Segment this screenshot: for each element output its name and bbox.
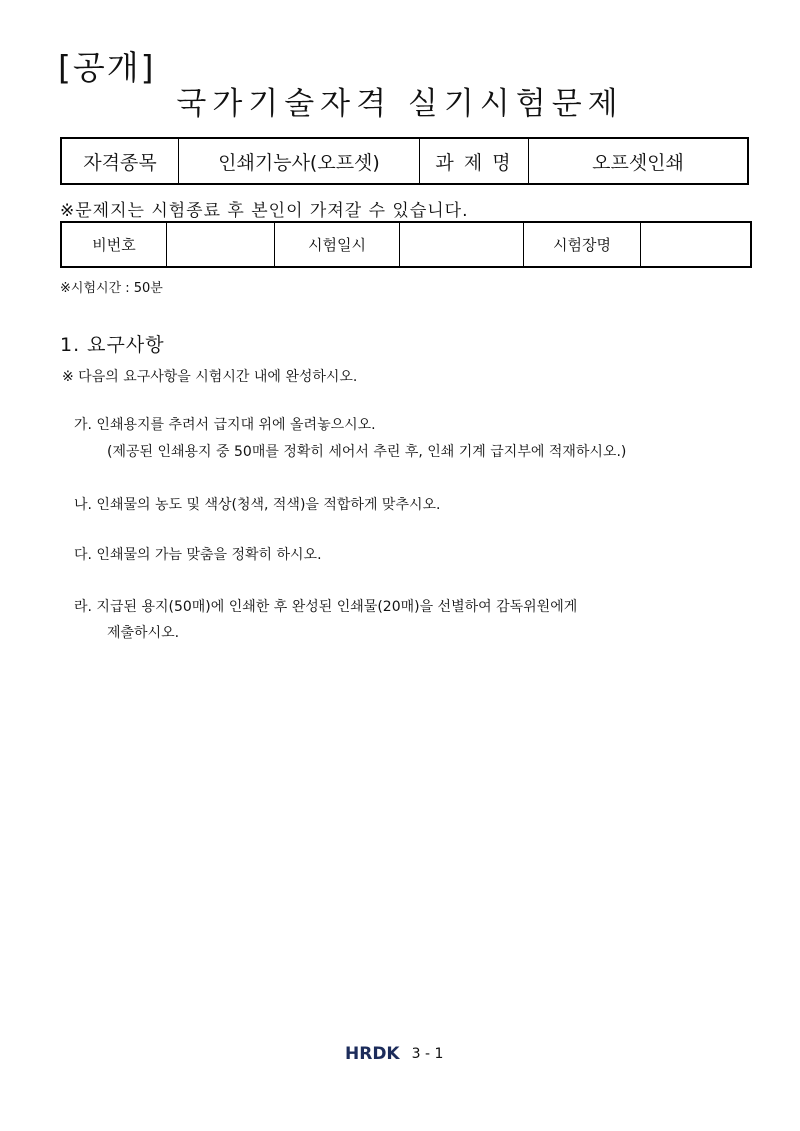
section-heading: 1. 요구사항 — [60, 334, 165, 356]
page-title: 국가기술자격 실기시험문제 — [176, 86, 624, 122]
date-label: 시험일시 — [275, 222, 400, 267]
requirement-item-ga: 가. 인쇄용지를 추려서 급지대 위에 올려놓으시오. — [74, 417, 376, 433]
page-footer — [345, 1044, 443, 1064]
hrdk-logo: HRDK — [345, 1044, 400, 1064]
requirement-item-ga-detail: (제공된 인쇄용지 중 50매를 정확히 세어서 추린 후, 인쇄 기계 급지부에 적재하시오.) — [107, 444, 627, 460]
section-intro: ※ 다음의 요구사항을 시험시간 내에 완성하시오. — [62, 369, 358, 385]
exam-info-table — [60, 221, 752, 268]
requirement-item-da: 다. 인쇄물의 가늠 맞춤을 정확히 하시오. — [74, 547, 322, 563]
requirement-item-ra-cont: 제출하시오. — [107, 625, 180, 641]
requirement-item-ra: 라. 지급된 용지(50매)에 인쇄한 후 완성된 인쇄물(20매)을 선별하여 감독위원에게 — [74, 599, 578, 615]
notice-text: ※문제지는 시험종료 후 본인이 가져갈 수 있습니다. — [60, 201, 469, 221]
public-tag: [공개] — [58, 48, 156, 87]
place-field[interactable] — [641, 222, 752, 267]
number-label: 비번호 — [61, 222, 167, 267]
field-label: 자격종목 — [61, 138, 179, 184]
field-value: 인쇄기능사(오프셋) — [179, 138, 420, 184]
qualification-table — [60, 137, 749, 185]
place-label: 시험장명 — [524, 222, 641, 267]
time-note: ※시험시간 : 50분 — [60, 281, 163, 296]
requirement-item-na: 나. 인쇄물의 농도 및 색상(청색, 적색)을 적합하게 맞추시오. — [74, 497, 441, 513]
page-number: 3 - 1 — [411, 1046, 444, 1062]
subject-value: 오프셋인쇄 — [529, 138, 749, 184]
subject-label: 과 제 명 — [420, 138, 529, 184]
number-field[interactable] — [167, 222, 275, 267]
date-field[interactable] — [400, 222, 524, 267]
